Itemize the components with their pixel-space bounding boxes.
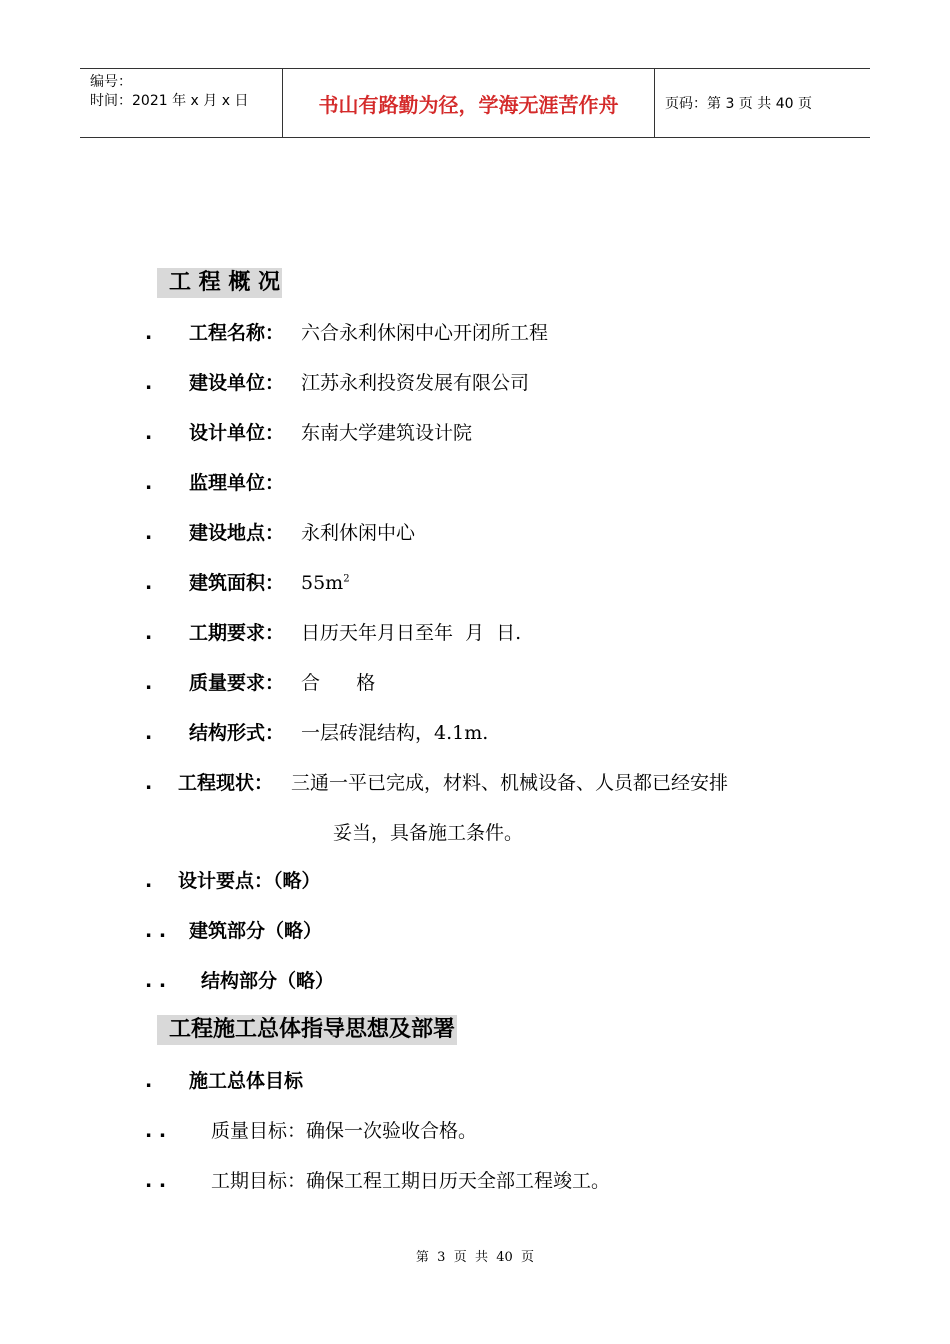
item-label: 结构形式： — [189, 722, 285, 744]
bullet: . — [145, 372, 153, 394]
header-time-label: 时间：2021 年 x 月 x 日 — [90, 93, 249, 109]
area-unit-superscript: 2 — [343, 573, 350, 585]
item-value — [301, 568, 350, 598]
item-label: 设计要点：（略） — [178, 870, 321, 892]
item-label: 工期要求： — [189, 622, 285, 644]
bullet: . . — [145, 1120, 167, 1142]
item-label: 建筑部分（略） — [189, 920, 323, 942]
item-label: 工程名称： — [189, 322, 285, 344]
item-label: 结构部分（略） — [201, 970, 335, 992]
section-title-overview: 工 程 概 况 — [157, 268, 282, 298]
item-label: 施工总体目标 — [189, 1070, 304, 1092]
bullet: . . — [145, 920, 167, 942]
header-meta — [80, 69, 282, 137]
bullet: . — [145, 1070, 153, 1092]
item-label: 设计单位： — [189, 422, 285, 444]
bullet: . — [145, 772, 153, 794]
item-text: 质量目标：确保一次验收合格。 — [211, 1120, 478, 1142]
bullet: . — [145, 722, 153, 744]
item-value: 东南大学建筑设计院 — [301, 422, 473, 444]
bullet: . — [145, 322, 153, 344]
bullet: . — [145, 870, 153, 892]
header-number-label: 编号： — [90, 74, 132, 90]
section-title-deployment: 工程施工总体指导思想及部署 — [157, 1015, 457, 1045]
item-label: 工程现状： — [178, 772, 274, 794]
bullet: . — [145, 472, 153, 494]
item-value: 合 格 — [301, 672, 376, 694]
item-value: 日历天年月日至年 月 日. — [301, 622, 522, 644]
page-footer: 第 3 页 共 40 页 — [415, 1250, 535, 1265]
item-value-continued: 妥当，具备施工条件。 — [333, 822, 524, 844]
bullet: . — [145, 622, 153, 644]
item-value: 江苏永利投资发展有限公司 — [301, 372, 530, 394]
item-label: 监理单位： — [189, 472, 285, 494]
item-value: 一层砖混结构，4.1m. — [301, 722, 489, 744]
bullet: . — [145, 572, 153, 594]
bullet: . — [145, 672, 153, 694]
bullet: . . — [145, 970, 167, 992]
item-text: 工期目标：确保工程工期日历天全部工程竣工。 — [211, 1170, 611, 1192]
bullet: . — [145, 422, 153, 444]
item-value: 三通一平已完成，材料、机械设备、人员都已经安排 — [291, 772, 729, 794]
item-value: 六合永利休闲中心开闭所工程 — [301, 322, 549, 344]
area-value: 55m — [301, 572, 344, 594]
bullet: . — [145, 522, 153, 544]
bullet: . . — [145, 1170, 167, 1192]
item-label: 建设单位： — [189, 372, 285, 394]
item-label: 建筑面积： — [189, 572, 285, 594]
header-page-info: 页码：第 3 页 共 40 页 — [665, 96, 812, 112]
item-value: 永利休闲中心 — [301, 522, 416, 544]
item-label: 建设地点： — [189, 522, 285, 544]
page-header — [80, 68, 870, 138]
item-label: 质量要求： — [189, 672, 285, 694]
header-motto: 书山有路勤为径，学海无涯苦作舟 — [282, 69, 655, 137]
